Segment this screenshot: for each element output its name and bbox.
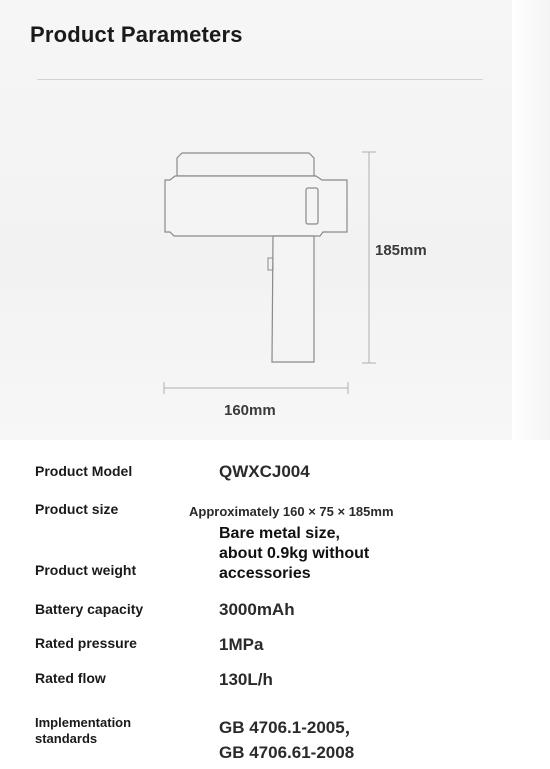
spec-label-standards-line-2: standards [35, 731, 98, 746]
device-top-cap [177, 153, 314, 176]
page-title: Product Parameters [30, 22, 243, 47]
spec-value-standards-line-2: GB 4706.61-2008 [219, 743, 355, 762]
width-dimension-label: 160mm [224, 402, 276, 419]
spec-value-battery: 3000mAh [219, 600, 295, 619]
spec-label-battery: Battery capacity [35, 601, 144, 617]
spec-value-pressure: 1MPa [219, 635, 264, 654]
spec-label-pressure: Rated pressure [35, 635, 137, 651]
spec-value-weight-line-3: accessories [219, 565, 311, 582]
spec-value-standards-line-1: GB 4706.1-2005， [219, 718, 362, 737]
spec-label-size: Product size [35, 501, 119, 517]
spec-value-model: QWXCJ004 [219, 462, 310, 481]
spec-label-standards-line-1: Implementation [35, 715, 132, 730]
spec-label-weight: Product weight [35, 562, 137, 578]
spec-label-flow: Rated flow [35, 670, 106, 686]
spec-value-weight-line-2: about 0.9kg without [219, 545, 370, 562]
device-body [165, 176, 347, 236]
device-handle [272, 236, 314, 362]
spec-value-flow: 130L/h [219, 670, 273, 689]
spec-label-model: Product Model [35, 463, 133, 479]
spec-value-size: Approximately 160 × 75 × 185mm [189, 504, 394, 519]
spec-value-weight-line-1: Bare metal size, [219, 525, 340, 542]
height-dimension-label: 185mm [375, 242, 427, 259]
